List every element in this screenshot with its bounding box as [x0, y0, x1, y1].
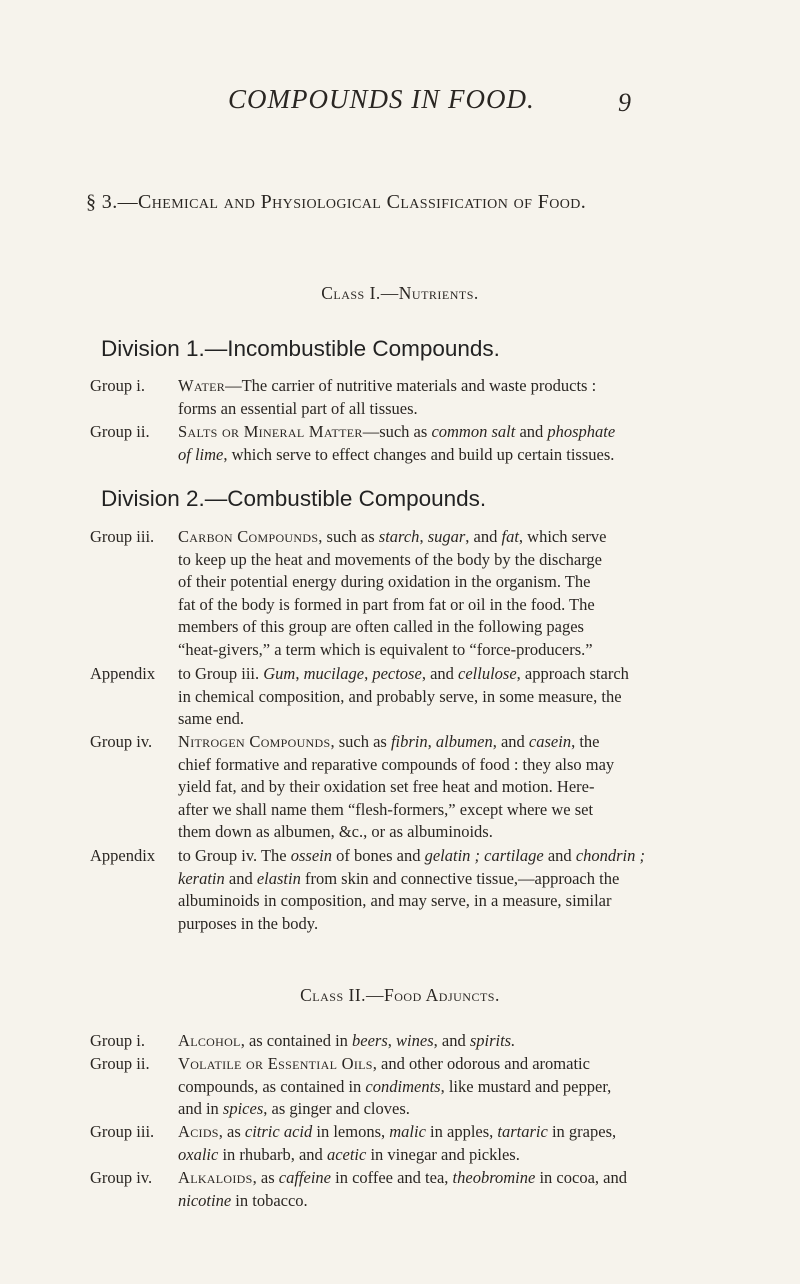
group-text: in coffee and tea,	[330, 1168, 453, 1187]
italic-term: fibrin	[390, 732, 428, 751]
appendix-label: Appendix	[90, 664, 156, 683]
group-text: to Group iv. The	[178, 846, 291, 865]
group-text: , and other odorous and aromatic	[372, 1054, 590, 1073]
group-text: , and	[465, 527, 502, 546]
italic-term: keratin	[178, 868, 225, 888]
italic-term: gelatin ; cartilage	[424, 846, 544, 865]
group-term: Salts or Mineral Matter	[178, 422, 363, 441]
group-text: , as	[218, 1122, 245, 1141]
group-text: and	[224, 868, 257, 888]
group-text: to keep up the heat and movements of the body by the discharge	[178, 549, 602, 569]
group-text: after we shall name them “flesh-formers,” except where we set	[178, 799, 594, 819]
group-label: Group iii.	[90, 1122, 155, 1141]
group-term: Alkaloids	[178, 1168, 253, 1187]
italic-term: pectose	[372, 664, 422, 683]
page-number: 9	[618, 88, 631, 117]
division-1-heading: Division 1.—Incombustible Compounds.	[101, 336, 500, 361]
class1-group-i	[90, 375, 770, 420]
group-text: ,	[419, 527, 428, 546]
class2-group-ii	[90, 1053, 770, 1121]
section-heading	[86, 191, 786, 214]
italic-term: nicotine	[178, 1190, 232, 1210]
class-2-heading: Class II.—Food Adjuncts.	[300, 985, 500, 1005]
italic-term: albumen	[435, 732, 493, 751]
division-2-heading: Division 2.—Combustible Compounds.	[101, 486, 487, 511]
group-text: ,	[295, 664, 304, 683]
italic-term: acetic	[326, 1144, 367, 1164]
group-text: , as ginger and cloves.	[263, 1099, 410, 1119]
italic-term: mucilage	[303, 664, 365, 683]
group-text: of their potential energy during oxidation in the organism. The	[178, 572, 591, 592]
class1-appendix-iii	[90, 663, 770, 731]
section-title-text: —Chemical and Physiological Classification of Food.	[117, 191, 587, 213]
group-text: , such as	[330, 732, 391, 751]
italic-term: spices	[222, 1099, 264, 1119]
italic-term: oxalic	[178, 1144, 219, 1164]
italic-term: ossein	[290, 846, 332, 865]
group-text: in lemons,	[312, 1122, 390, 1141]
italic-term: common salt	[431, 422, 516, 441]
group-text: them down as albumen, &c., or as albuminoids.	[178, 822, 493, 842]
group-text: in rhubarb, and	[218, 1144, 327, 1164]
running-title: COMPOUNDS IN FOOD.	[228, 84, 535, 114]
group-text: —The carrier of nutritive materials and waste products :	[225, 376, 597, 395]
italic-term: caffeine	[278, 1168, 331, 1187]
group-text: in grapes,	[547, 1122, 617, 1141]
italic-term: casein	[528, 732, 572, 751]
group-text: , as contained in	[240, 1031, 353, 1050]
group-text: and in	[178, 1099, 223, 1119]
group-text: from skin and connective tissue,—approach the	[300, 868, 620, 888]
italic-term: fat	[501, 527, 519, 546]
group-text: , the	[571, 732, 600, 751]
class1-group-iii	[90, 526, 770, 662]
class1-appendix-iv	[90, 845, 770, 935]
italic-term: tartaric	[497, 1122, 548, 1141]
group-text: ,	[364, 664, 373, 683]
italic-term: beers	[352, 1031, 388, 1050]
group-text: , as	[252, 1168, 279, 1187]
class1-group-iv	[90, 731, 770, 844]
group-text: forms an essential part of all tissues.	[178, 398, 418, 418]
italic-term: cellulose	[458, 664, 517, 683]
class2-group-iii	[90, 1121, 770, 1166]
italic-term: malic	[389, 1122, 426, 1141]
group-text: in cocoa, and	[535, 1168, 627, 1187]
italic-term: spirits.	[469, 1031, 516, 1050]
group-label: Group iv.	[90, 1168, 153, 1187]
group-term: Alcohol	[178, 1031, 241, 1050]
italic-term: condiments	[365, 1076, 441, 1096]
class1-group-ii	[90, 421, 770, 466]
italic-term: phosphate	[547, 422, 616, 441]
group-term: Volatile or Essential Oils	[178, 1054, 373, 1073]
group-term: Carbon Compounds	[178, 527, 319, 546]
group-text: and	[543, 846, 576, 865]
group-text: ,	[387, 1031, 397, 1050]
group-text: , approach starch	[516, 664, 629, 683]
group-text: ,	[427, 732, 436, 751]
group-text: —such as	[362, 422, 432, 441]
group-text: same end.	[178, 709, 244, 729]
group-text: in chemical composition, and probably serve, in some measure, the	[178, 686, 622, 706]
group-text: members of this group are often called in the following pages	[178, 617, 584, 637]
group-text: fat of the body is formed in part from fat or oil in the food. The	[178, 594, 595, 614]
class2-group-i	[90, 1030, 770, 1053]
group-label: Group iv.	[90, 732, 153, 751]
group-text: to Group iii.	[178, 664, 264, 683]
group-label: Group i.	[90, 376, 145, 395]
italic-term: of lime	[178, 444, 224, 464]
group-text: albuminoids in composition, and may serve, in a measure, similar	[178, 891, 612, 911]
italic-term: theobromine	[452, 1168, 536, 1187]
group-label: Group iii.	[90, 527, 155, 546]
group-label: Group i.	[90, 1031, 145, 1050]
group-text: and	[515, 422, 548, 441]
group-term: Nitrogen Compounds	[178, 732, 331, 751]
italic-term: chondrin ;	[575, 846, 646, 865]
group-label: Group ii.	[90, 1054, 150, 1073]
italic-term: wines	[396, 1031, 434, 1050]
group-text: , and	[433, 1031, 470, 1050]
group-text: in tobacco.	[231, 1190, 308, 1210]
class2-group-iv	[90, 1167, 770, 1212]
group-text: in apples,	[425, 1122, 498, 1141]
group-text: “heat-givers,” a term which is equivalent to “force-producers.”	[178, 639, 593, 659]
group-text: , which serve	[518, 527, 607, 546]
appendix-label: Appendix	[90, 846, 156, 865]
group-text: , which serve to effect changes and build up certain tissues.	[223, 444, 615, 464]
group-text: , like mustard and pepper,	[440, 1076, 612, 1096]
italic-term: Gum	[263, 664, 296, 683]
group-text: yield fat, and by their oxidation set free heat and motion. Here-	[178, 777, 595, 797]
group-text: of bones and	[332, 846, 425, 865]
italic-term: starch	[378, 527, 420, 546]
group-text: compounds, as contained in	[178, 1076, 366, 1096]
group-text: chief formative and reparative compounds of food : they also may	[178, 754, 615, 774]
class-1-heading: Class I.—Nutrients.	[321, 283, 479, 303]
italic-term: sugar	[427, 527, 466, 546]
group-term: Water	[178, 376, 226, 395]
italic-term: elastin	[256, 868, 301, 888]
italic-term: citric acid	[244, 1122, 313, 1141]
group-label: Group ii.	[90, 422, 150, 441]
group-text: , and	[492, 732, 529, 751]
group-text: purposes in the body.	[178, 913, 319, 933]
group-term: Acids	[178, 1122, 219, 1141]
group-text: in vinegar and pickles.	[366, 1144, 520, 1164]
group-text: , and	[421, 664, 459, 683]
group-text: , such as	[318, 527, 379, 546]
section-number: § 3.	[86, 191, 118, 213]
